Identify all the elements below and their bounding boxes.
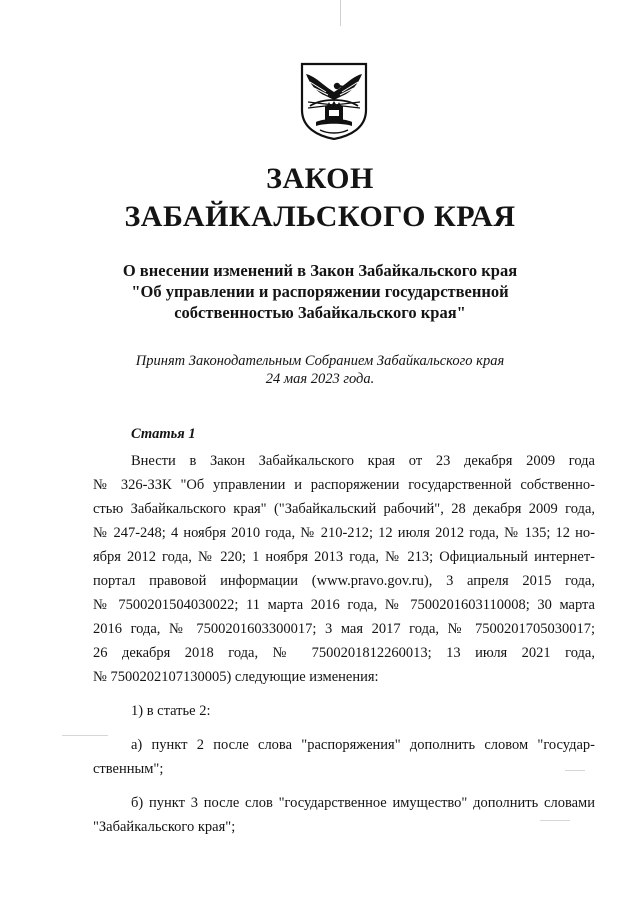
subtitle-line: О внесении изменений в Закон Забайкальского края (122, 261, 518, 280)
body-line: 2016 года, № 7500201603300017; 3 мая 2017 года, № 7500201705030017; (93, 621, 595, 637)
zabaykalsky-krai-coat-of-arms-icon (298, 62, 370, 140)
adoption-date: 24 мая 2023 года. (265, 371, 375, 387)
list-item: а) пункт 2 после слова "распоряжения" дополнить словом "государ- (131, 737, 595, 753)
law-subtitle (80, 260, 560, 323)
body-line: № 247-248; 4 ноября 2010 года, № 210-212; 12 июля 2012 года, № 135; 12 но- (93, 525, 595, 541)
body-line: № 7500201504030022; 11 марта 2016 года, № 7500201603110008; 30 марта (93, 597, 595, 613)
list-item: 1) в статье 2: (131, 703, 211, 719)
list-item: б) пункт 3 после слов "государственное имущество" дополнить словами (131, 795, 595, 811)
body-line: 26 декабря 2018 года, № 7500201812260013; 13 июля 2021 года, (93, 645, 595, 661)
body-line: Внести в Закон Забайкальского края от 23 декабря 2009 года (131, 453, 595, 469)
list-item-continuation: ственным"; (93, 761, 164, 777)
law-title: ЗАКОН (266, 162, 374, 195)
body-line: ября 2012 года, № 220; 1 ноября 2013 года, № 213; Официальный интернет- (93, 549, 595, 565)
list-item-continuation: "Забайкальского края"; (93, 819, 236, 835)
subtitle-line: "Об управлении и распоряжении государственной (131, 282, 509, 301)
subtitle-line: собственностью Забайкальского края" (174, 303, 466, 322)
scan-speck (62, 735, 108, 736)
scan-fold-mark (340, 0, 341, 26)
body-line: стью Забайкальского края" ("Забайкальский рабочий", 28 декабря 2009 года, (93, 501, 595, 517)
adoption-note (100, 352, 540, 388)
body-line: № 7500202107130005) следующие изменения: (93, 669, 379, 685)
body-line: № 326-ЗЗК "Об управлении и распоряжении государственной собственно- (93, 477, 595, 493)
adoption-line: Принят Законодательным Собранием Забайкальского края (135, 353, 505, 369)
region-title: ЗАБАЙКАЛЬСКОГО КРАЯ (124, 200, 516, 233)
body-line: портал правовой информации (www.pravo.gov.ru), 3 апреля 2015 года, (93, 573, 595, 589)
article-heading: Статья 1 (131, 426, 196, 442)
